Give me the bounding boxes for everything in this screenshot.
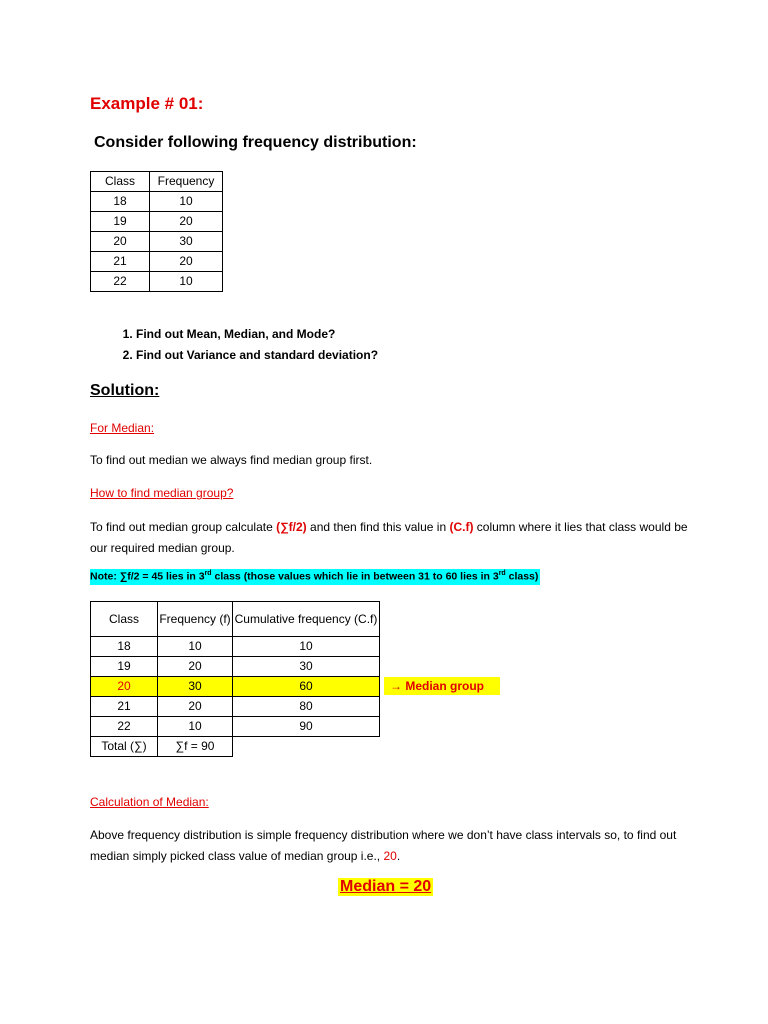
note-banner	[90, 569, 540, 585]
frequency-table	[90, 171, 223, 292]
cell-class: 19	[91, 657, 158, 677]
cell-cumulative: 30	[233, 657, 380, 677]
cell-class: 19	[91, 212, 150, 232]
cell-frequency: 30	[158, 677, 233, 697]
cell-class: 22	[91, 272, 150, 292]
calculation-heading: Calculation of Median:	[90, 795, 209, 809]
cell-frequency: 20	[158, 697, 233, 717]
table-row	[91, 717, 380, 737]
header-cumulative-frequency: Cumulative frequency (C.f)	[233, 602, 380, 637]
cell-frequency: 10	[150, 272, 223, 292]
questions-list	[112, 327, 378, 369]
median-group-label: → Median group	[384, 677, 500, 695]
cell-frequency: 10	[158, 717, 233, 737]
cell-class: 22	[91, 717, 158, 737]
total-label: Total (∑)	[91, 737, 158, 757]
cell-class: 20	[91, 232, 150, 252]
column-highlight: (C.f)	[449, 520, 474, 534]
paragraph-text: To find out median group calculate	[90, 520, 277, 534]
median-result: Median = 20	[340, 878, 432, 895]
cell-frequency: 30	[150, 232, 223, 252]
total-value: ∑f = 90	[158, 737, 233, 757]
table-row	[91, 212, 223, 232]
note-text: class)	[505, 570, 539, 583]
table-row	[91, 232, 223, 252]
table-row	[91, 657, 380, 677]
paragraph-text: column where it lies that class would be our required median group.	[90, 520, 688, 555]
empty-cell	[233, 737, 380, 757]
cell-cumulative: 80	[233, 697, 380, 717]
cell-class: 21	[91, 252, 150, 272]
question-item: 2. Find out Variance and standard deviation?	[136, 348, 378, 363]
how-to-find-heading: How to find median group?	[90, 486, 234, 500]
cell-class: 20	[91, 677, 158, 697]
note-superscript: rd	[204, 570, 212, 577]
example-title: Example # 01:	[90, 94, 204, 113]
cell-class: 21	[91, 697, 158, 717]
total-row	[91, 737, 380, 757]
cell-frequency: 20	[150, 252, 223, 272]
table-row	[91, 192, 223, 212]
cell-class: 18	[91, 637, 158, 657]
median-intro-paragraph: To find out median we always find median group first.	[90, 453, 373, 467]
note-superscript: rd	[498, 570, 506, 577]
median-value-highlight: 20	[383, 849, 397, 863]
note-text: class (those values which lie in between 31 to 60 lies in 3	[211, 570, 499, 583]
header-frequency: Frequency	[150, 172, 223, 192]
intro-text: Consider following frequency distribution:	[94, 134, 417, 151]
cumulative-frequency-table	[90, 601, 380, 757]
paragraph-text: .	[396, 849, 401, 863]
table-row	[91, 272, 223, 292]
cell-cumulative: 90	[233, 717, 380, 737]
header-class: Class	[91, 602, 158, 637]
median-group-row	[91, 677, 380, 697]
note-text: Note: ∑f/2 = 45 lies in 3	[90, 570, 205, 583]
formula-highlight: (∑f/2)	[276, 520, 307, 534]
question-item: 1. Find out Mean, Median, and Mode?	[136, 327, 378, 342]
table-header-row	[91, 602, 380, 637]
header-frequency: Frequency (f)	[158, 602, 233, 637]
median-group-paragraph	[90, 517, 690, 559]
cell-frequency: 10	[158, 637, 233, 657]
cell-cumulative: 60	[233, 677, 380, 697]
cell-class: 18	[91, 192, 150, 212]
table-row	[91, 697, 380, 717]
table-row	[91, 637, 380, 657]
cell-frequency: 10	[150, 192, 223, 212]
cell-cumulative: 10	[233, 637, 380, 657]
paragraph-text: and then find this value in	[306, 520, 450, 534]
table-row	[91, 252, 223, 272]
cell-frequency: 20	[158, 657, 233, 677]
for-median-heading: For Median:	[90, 421, 155, 435]
header-class: Class	[91, 172, 150, 192]
calculation-paragraph	[90, 825, 690, 867]
cell-frequency: 20	[150, 212, 223, 232]
solution-heading: Solution:	[90, 382, 160, 399]
table-header-row	[91, 172, 223, 192]
paragraph-text: Above frequency distribution is simple frequency distribution where we don’t have class intervals so, to find out median simply picked class value of median group i.e.,	[90, 828, 677, 863]
